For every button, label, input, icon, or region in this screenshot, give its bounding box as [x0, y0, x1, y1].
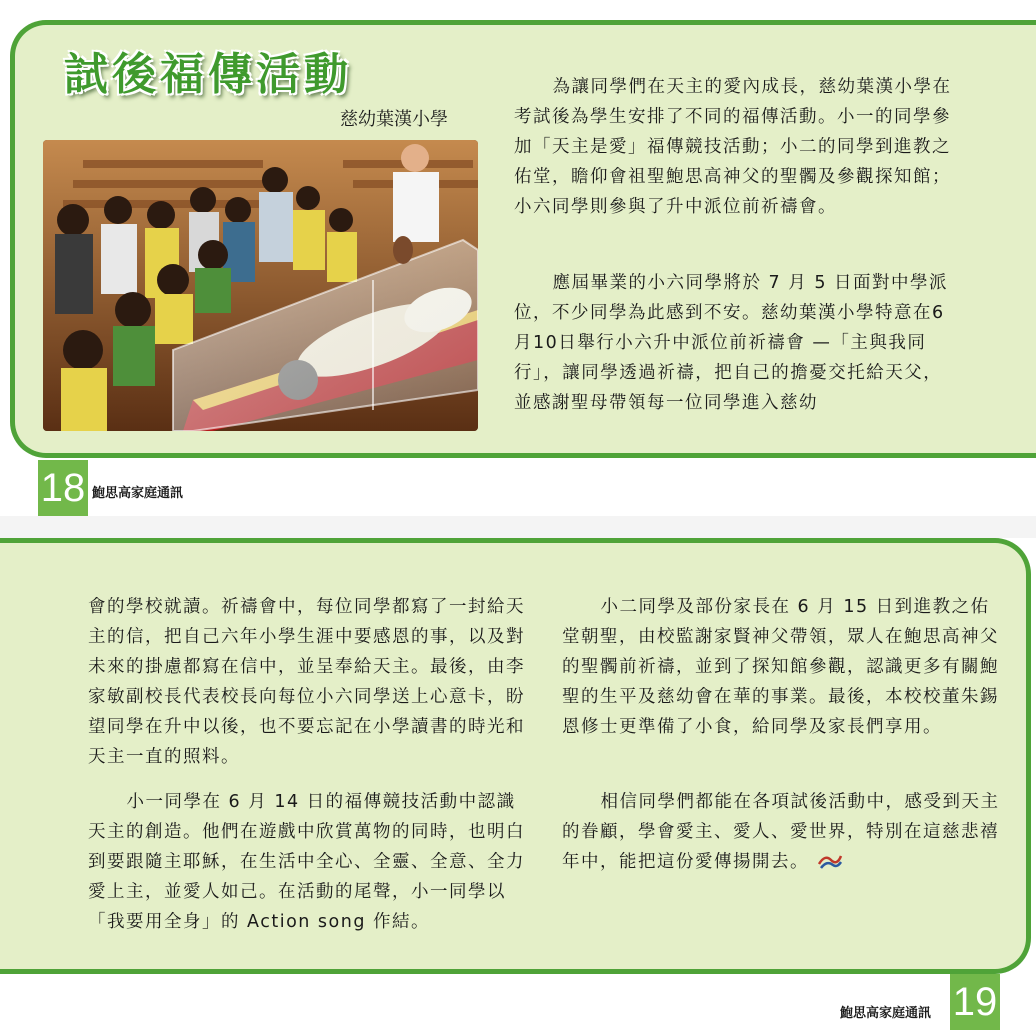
school-name: 慈幼葉漢小學 — [340, 109, 448, 130]
article-paragraph: 會的學校就讀。祈禱會中，每位同學都寫了一封給天主的信，把自己六年小學生涯中要感恩的事，以及對未來的掛慮都寫在信中，並呈奉給天主。最後，由李家敏副校長代表校長向每位小六同學送上心意卡，盼望同學在升中以後，也不要忘記在小學讀書的時光和天主一直的照料。 — [88, 597, 525, 767]
article-paragraph: 應屆畢業的小六同學將於 7 月 5 日面對中學派位，不少同學為此感到不安。慈幼葉漢小學特意在6月10日舉行小六升中派位前祈禱會 —「主與我同行」，讓同學透過祈禱，把自己的擔憂交托給天父，並感謝聖母帶領每一位同學進入慈幼 — [514, 273, 949, 413]
page-number-right: 19 — [950, 974, 1000, 1030]
page-gutter — [0, 516, 1036, 538]
end-mark-icon — [817, 852, 843, 872]
page-number-left: 18 — [38, 460, 88, 516]
article-paragraph: 小一同學在 6 月 14 日的福傳競技活動中認識天主的創造。他們在遊戲中欣賞萬物的同時，也明白到要跟隨主耶穌，在生活中全心、全靈、全意、全力愛上主，並愛人如己。在活動的尾聲，小一同學以「我要用全身」的 Action song 作結。 — [88, 792, 525, 932]
article-paragraph: 小二同學及部份家長在 6 月 15 日到進教之佑堂朝聖，由校監謝家賢神父帶領，眾人在鮑思高神父的聖髑前祈禱，並到了探知館參觀，認識更多有關鮑聖的生平及慈幼會在華的事業。最後，本校校董朱錫恩修士更準備了小食，給同學及家長們享用。 — [562, 597, 999, 737]
publication-name-left: 鮑思高家庭通訊 — [92, 486, 184, 501]
article-paragraph: 相信同學們都能在各項試後活動中，感受到天主的眷顧，學會愛主、愛人、愛世界，特別在這慈悲禧年中，能把這份愛傳揚開去。 — [562, 792, 1000, 872]
publication-name-right: 鮑思高家庭通訊 — [840, 1006, 932, 1021]
article-photo — [43, 140, 478, 431]
photo-illustration — [43, 140, 478, 431]
article-paragraph-wrapper — [562, 787, 1002, 877]
article-paragraph: 為讓同學們在天主的愛內成長，慈幼葉漢小學在考試後為學生安排了不同的福傳活動。小一的同學參加「天主是愛」福傳競技活動；小二的同學到進教之佑堂，瞻仰會祖聖鮑思高神父的聖髑及參觀探知館；小六同學則參與了升中派位前祈禱會。 — [514, 77, 952, 217]
article-title: 試後福傳活動 — [64, 49, 352, 100]
